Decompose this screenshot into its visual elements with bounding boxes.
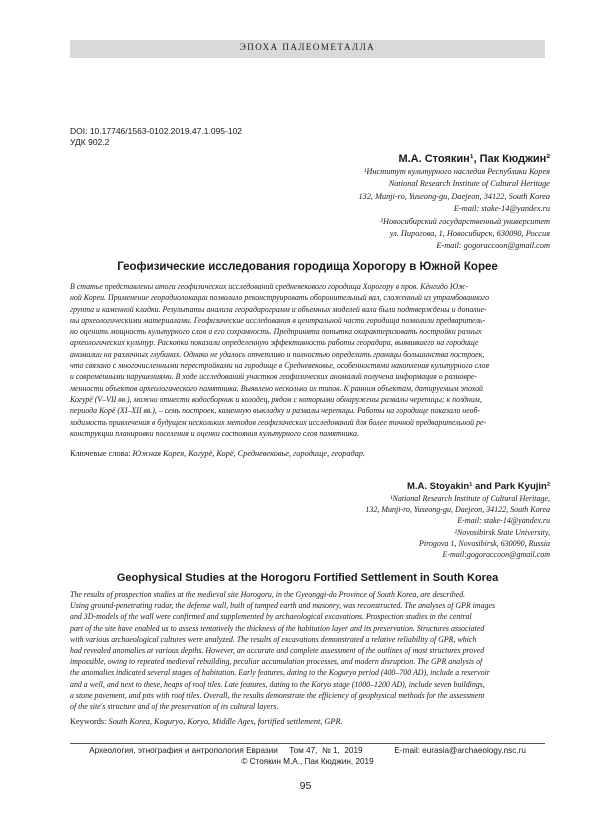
section-header: ЭПОХА ПАЛЕОМЕТАЛЛА (239, 42, 376, 52)
abstract-line: and 3D-models of the wall were confirmed and supplemented by archaeological excavations. Prospection studies in the central (70, 612, 472, 622)
keywords-label: Keywords: (70, 717, 107, 726)
abstract-line: had revealed anomalies at various depths. However, an accurate and complete assessment of the outlines of most structures proved (70, 646, 485, 656)
affiliations-ru (358, 166, 550, 253)
title-en: Geophysical Studies at the Horogoru Fortified Settlement in South Korea (116, 572, 499, 584)
abstract-line: part of the site have enabled us to assess tentatively the thickness of the habitation layer and its preservation. Structures associated (70, 623, 485, 633)
title-ru: Геофизические исследования городища Хорогору в Южной Корее (117, 261, 498, 273)
affiliation-line: ¹Институт культурного наследия Республики Корея (363, 167, 550, 176)
affiliations-en (365, 493, 550, 560)
affiliation-line: 132, Munji-ro, Yuseong-gu, Daejeon, 34122, South Korea (358, 191, 550, 201)
affiliation-line: 132, Munji-ro, Yuseong-gu, Daejeon, 34122, South Korea (365, 505, 550, 515)
abstract-line: and a well, and next to these, heaps of roof tiles. Late features, dating to the Koryo stage (1000–1200 AD), include seven buildings, (70, 679, 485, 689)
affiliation-line: National Research Institute of Cultural Heritage (388, 179, 550, 189)
abstract-line: аномалии на различных глубинах. Однако не удалось отчетливо и полностью определить границы большинства построек, (70, 349, 485, 359)
affiliation-line: E-mail: stake-14@yandex.ru (453, 204, 550, 214)
keywords-label: Ключевые слова: (70, 449, 131, 458)
doi-block (70, 126, 242, 148)
abstract-line: археологических культур. Раскопки показали определенную эффективность работы георадара, выявившего на городище (70, 338, 479, 348)
abstract-line: Using ground-penetrating radar, the defense wall, built of tamped earth and masonry, was reconstructed. The analyses of GPR images (70, 601, 496, 611)
page-number: 95 (299, 780, 312, 792)
abstract-line: impossible, owing to repeated medieval rebuilding, peculiar accumulation processes, and modern disruption. The GPR analysis of (70, 657, 483, 667)
keywords-ru (70, 449, 365, 458)
affiliation-line: Pirogova 1, Novosibirsk, 630090, Russia (418, 538, 550, 548)
abstract-line: периода Корё (XI–XII вв.), – семь построек, каменную выкладку и развалы черепицы. Работы на городище показали необ- (70, 406, 481, 416)
keywords-list: Южная Корея, Когурё, Корё, Средневековье, городище, георадар. (130, 449, 366, 458)
journal-info: Археология, этнография и антропология Евразии Том 47, № 1, 2019 E-mail: eurasia@archaeology.nsc.ru (89, 746, 526, 755)
authors-ru: М.А. Стоякин¹, Пак Кюджин² (398, 153, 550, 165)
footer-divider (70, 743, 545, 744)
affiliation-line: E-mail:gogoraccoon@gmail.com (442, 550, 550, 560)
keywords-en (70, 717, 343, 726)
affiliation-line: E-mail: gogoraccoon@gmail.com (436, 241, 550, 251)
abstract-line: но оценить мощность культурного слоя и его сохранность. Предпринята попытка охарактеризовать постройки разных (70, 327, 482, 337)
authors-en: M.A. Stoyakin¹ and Park Kyujin² (406, 481, 550, 492)
keywords-list: South Korea, Koguryo, Koryo, Middle Ages, fortified settlement, GPR. (106, 717, 343, 726)
abstract-line: Когурё (V–VII вв.), можно отнести водосборник и колодец, рядом с которыми обнаружены развалы черепицы; к поздним, (70, 394, 482, 404)
abstract-line: конструкции планировки поселения и оценки состояния культурного слоя памятника. (70, 428, 359, 438)
abstract-line: the anomalies indicated several stages of habitation. Early features, dating to the Koguryo period (400–700 AD), include a reservoir (70, 668, 490, 678)
affiliation-line: ¹National Research Institute of Cultural Heritage, (390, 494, 550, 503)
affiliation-line: E-mail: stake-14@yandex.ru (457, 516, 550, 526)
abstract-line: грунта и каменной кладки. Результаты анализа георадарограмм и объемных моделей вала были подтверждены и дополне- (70, 304, 487, 314)
abstract-en (70, 589, 545, 712)
abstract-line: В статье представлены итоги геофизических исследований средневекового городища Хорогору в пров. Кёнгидо Юж- (70, 282, 469, 291)
abstract-line: ны археологическими материалами. Геофизические исследования в центральной части городища позволили предваритель- (70, 315, 486, 325)
abstract-line: a stone pavement, and pits with roof tiles. Overall, the results demonstrate the efficiency of geophysical methods for the assessment (70, 690, 485, 700)
abstract-line: и современными нарушениями. В ходе исследований участков геофизических аномалий получена информация о разновре- (70, 372, 478, 382)
abstract-line: ной Кореи. Применение георадиолокации позволило реконструировать оборонительный вал, сложенный из утрамбованного (70, 293, 490, 303)
abstract-line: ходимость привлечения в будущем нескольких методов геофизических исследований для более точной предварительной ре- (70, 417, 487, 427)
abstract-line: of the site's structure and of the preservation of its cultural layers. (70, 702, 279, 712)
affiliation-line: ²Новосибирский государственный университет (380, 216, 550, 226)
abstract-line: with various archaeological cultures were analyzed. The results of excavations demonstrated a relative reliability of GPR, which (70, 634, 477, 644)
abstract-line: менности объектов археологического памятника. Выявлено несколько их типов. К ранним объектам, датируемым эпохой (70, 383, 483, 393)
affiliation-line: ²Novosibirsk State University, (454, 527, 550, 537)
copyright: © Стоякин М.А., Пак Кюджин, 2019 (241, 757, 374, 766)
abstract-ru (70, 281, 545, 439)
abstract-line: что связано с многочисленными перестройками на городище в Средневековье, особенностями накопления культурного слоя (70, 361, 490, 371)
doi: DOI: 10.17746/1563-0102.2019.47.1.095-102 (70, 126, 243, 136)
udk: УДК 902.2 (70, 137, 110, 147)
abstract-line: The results of prospection studies at the medieval site Horogoru, in the Gyeonggi-do Province of South Korea, are described. (70, 590, 466, 599)
affiliation-line: ул. Пирогова, 1, Новосибирск, 630090, Россия (389, 229, 550, 239)
